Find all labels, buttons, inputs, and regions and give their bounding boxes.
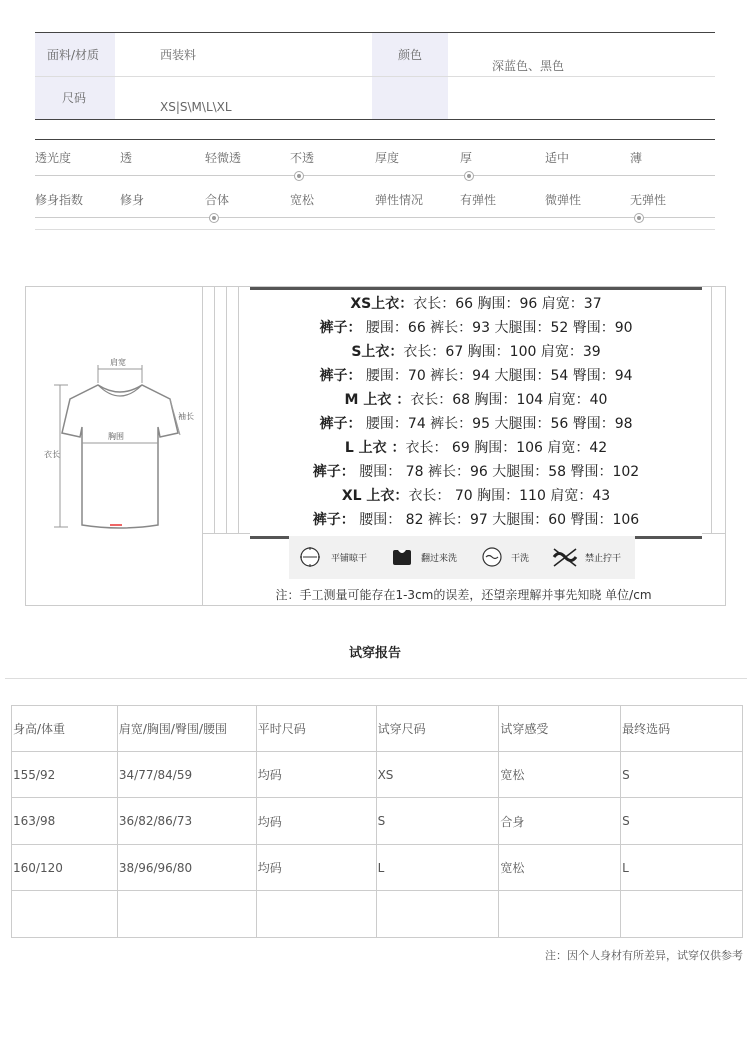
rating-option: 不透 bbox=[290, 151, 315, 165]
size-row: 裤子： 腰围：66 裤长：93 大腿围：52 臀围：90 bbox=[319, 320, 633, 336]
size-row: S上衣：衣长：67 胸围：100 肩宽：39 bbox=[351, 344, 601, 360]
inside-out-wash-icon bbox=[391, 546, 413, 568]
table-header-row bbox=[12, 706, 743, 752]
care-label: 禁止拧干 bbox=[585, 554, 622, 564]
table-cell: 163/98 bbox=[12, 798, 118, 845]
size-chart-box bbox=[25, 286, 726, 606]
rating-line bbox=[35, 175, 715, 176]
column-header: 平时尺码 bbox=[256, 706, 376, 752]
fabric-value: 西装料 bbox=[160, 48, 197, 62]
table-cell: S bbox=[376, 798, 499, 845]
divider bbox=[214, 287, 215, 533]
divider bbox=[202, 287, 203, 605]
size-row: M 上衣 ：衣长：68 胸围：104 肩宽：40 bbox=[344, 392, 608, 408]
table-row bbox=[12, 845, 743, 891]
care-label: 翻过来洗 bbox=[421, 554, 458, 564]
rating-option: 修身 bbox=[120, 193, 145, 207]
measurement-note: 注：手工测量可能存在1-3cm的误差，还望亲理解并事先知晓 单位/cm bbox=[275, 588, 652, 602]
color-label: 颜色 bbox=[398, 48, 423, 62]
rating-marker-thickness bbox=[464, 171, 474, 181]
size-label: 尺码 bbox=[62, 91, 87, 105]
table-cell: 34/77/84/59 bbox=[117, 752, 256, 798]
garment-diagram bbox=[40, 347, 200, 547]
table-cell bbox=[376, 891, 499, 938]
report-title: 试穿报告 bbox=[348, 646, 401, 661]
table-cell bbox=[256, 891, 376, 938]
row-divider bbox=[35, 76, 715, 77]
table-cell: L bbox=[621, 845, 743, 891]
table-cell: 合身 bbox=[499, 798, 621, 845]
table-row bbox=[12, 752, 743, 798]
size-value: XS|S\M\L\XL bbox=[160, 100, 232, 114]
rating-line bbox=[35, 217, 715, 218]
size-row: XS上衣：衣长：66 胸围：96 肩宽：37 bbox=[350, 296, 602, 312]
rating-label: 透光度 bbox=[35, 151, 72, 165]
table-cell: 155/92 bbox=[12, 752, 118, 798]
size-row: XL 上衣：衣长： 70 胸围：110 肩宽：43 bbox=[341, 488, 611, 504]
divider bbox=[226, 287, 227, 533]
table-cell bbox=[117, 891, 256, 938]
divider bbox=[238, 287, 239, 533]
rating-marker-opacity bbox=[294, 171, 304, 181]
size-row: 裤子： 腰围：74 裤长：95 大腿围：56 臀围：98 bbox=[319, 416, 633, 432]
rating-marker-elasticity bbox=[634, 213, 644, 223]
care-label: 平铺晾干 bbox=[331, 554, 368, 564]
fabric-label: 面料/材质 bbox=[47, 48, 100, 62]
column-header: 身高/体重 bbox=[12, 706, 118, 752]
table-cell bbox=[12, 891, 118, 938]
rating-label: 修身指数 bbox=[35, 193, 84, 207]
table-cell bbox=[499, 891, 621, 938]
column-header: 最终选码 bbox=[621, 706, 743, 752]
size-row: L 上衣 ：衣长： 69 胸围：106 肩宽：42 bbox=[344, 440, 608, 456]
table-cell bbox=[621, 891, 743, 938]
flat-dry-icon bbox=[299, 546, 321, 568]
rating-option: 薄 bbox=[630, 151, 643, 165]
rating-option: 适中 bbox=[545, 151, 570, 165]
divider bbox=[711, 287, 712, 533]
column-header: 试穿尺码 bbox=[376, 706, 499, 752]
fitting-report-table bbox=[11, 705, 743, 938]
table-row bbox=[12, 798, 743, 845]
sleeve-label: 袖长 bbox=[178, 412, 194, 421]
tshirt-icon bbox=[40, 347, 200, 547]
table-cell: 宽松 bbox=[499, 845, 621, 891]
no-wring-icon bbox=[551, 546, 579, 568]
rating-option: 合体 bbox=[205, 193, 230, 207]
rating-option: 宽松 bbox=[290, 193, 315, 207]
column-header: 肩宽/胸围/臀围/腰围 bbox=[117, 706, 256, 752]
table-cell: L bbox=[376, 845, 499, 891]
table-row bbox=[12, 891, 743, 938]
length-label: 衣长 bbox=[44, 450, 60, 459]
rating-option: 有弹性 bbox=[460, 193, 497, 207]
table-cell: S bbox=[621, 798, 743, 845]
care-label: 干洗 bbox=[511, 554, 530, 564]
table-cell: XS bbox=[376, 752, 499, 798]
size-row: 裤子： 腰围：70 裤长：94 大腿围：54 臀围：94 bbox=[319, 368, 633, 384]
color-value: 深蓝色、黑色 bbox=[492, 59, 565, 73]
table-cell: 均码 bbox=[256, 798, 376, 845]
table-cell: 均码 bbox=[256, 845, 376, 891]
table-cell: 160/120 bbox=[12, 845, 118, 891]
table-cell: 38/96/96/80 bbox=[117, 845, 256, 891]
rating-option: 无弹性 bbox=[630, 193, 667, 207]
chest-label: 胸围 bbox=[108, 432, 124, 441]
rating-label: 弹性情况 bbox=[375, 193, 424, 207]
rating-option: 轻微透 bbox=[205, 151, 242, 165]
table-cell: 36/82/86/73 bbox=[117, 798, 256, 845]
fabric-rating-table bbox=[35, 139, 715, 230]
rating-marker-fit bbox=[209, 213, 219, 223]
rating-option: 透 bbox=[120, 151, 133, 165]
size-measurements bbox=[250, 287, 702, 539]
material-table bbox=[35, 32, 715, 120]
rating-option: 微弹性 bbox=[545, 193, 582, 207]
dry-clean-icon bbox=[481, 546, 503, 568]
size-row: 裤子： 腰围： 78 裤长：96 大腿围：58 臀围：102 bbox=[312, 464, 640, 480]
rating-label: 厚度 bbox=[375, 151, 400, 165]
table-cell: 均码 bbox=[256, 752, 376, 798]
size-row: 裤子： 腰围： 82 裤长：97 大腿围：60 臀围：106 bbox=[312, 512, 640, 528]
report-note: 注：因个人身材有所差异，试穿仅供参考 bbox=[545, 949, 743, 962]
rating-option: 厚 bbox=[460, 151, 473, 165]
table-cell: S bbox=[621, 752, 743, 798]
rating-line bbox=[35, 229, 715, 230]
divider bbox=[5, 678, 747, 679]
column-header: 试穿感受 bbox=[499, 706, 621, 752]
shoulder-label: 肩宽 bbox=[110, 358, 126, 367]
table-cell: 宽松 bbox=[499, 752, 621, 798]
care-instructions bbox=[289, 536, 635, 579]
